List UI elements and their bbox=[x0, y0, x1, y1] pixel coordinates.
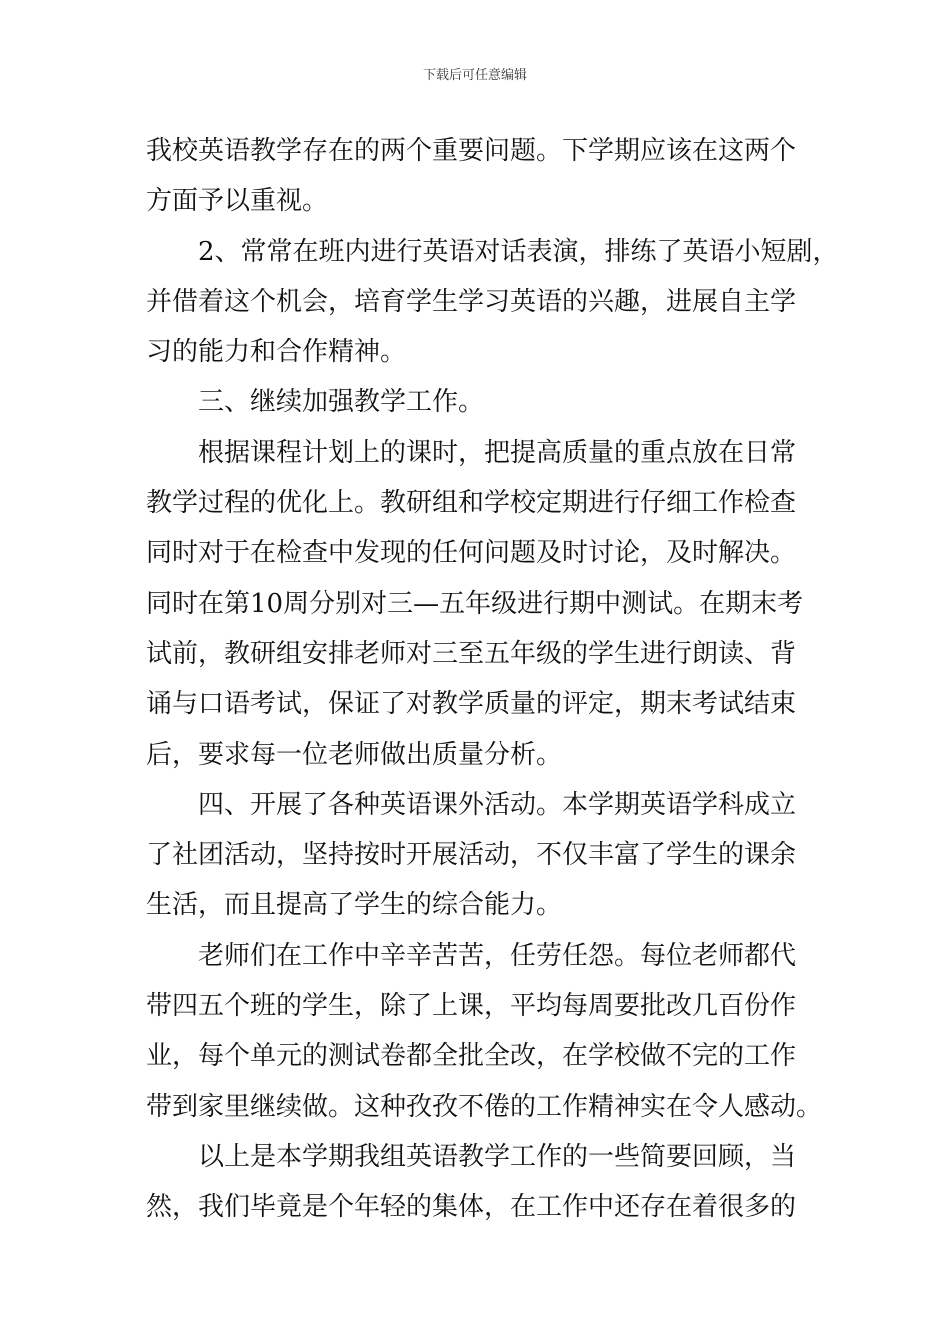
text-line: 我校英语教学存在的两个重要问题。下学期应该在这两个 bbox=[146, 136, 797, 166]
section-heading-line: 四、开展了各种英语课外活动。本学期英语学科成立 bbox=[198, 789, 797, 820]
text-line: 教学过程的优化上。教研组和学校定期进行仔细工作检查 bbox=[146, 488, 797, 519]
text-line: 方面予以重视。 bbox=[146, 186, 329, 217]
text-line: 同时在第10周分别对三—五年级进行期中测试。在期末考 bbox=[146, 588, 804, 619]
text-line: 试前，教研组安排老师对三至五年级的学生进行朗读、背 bbox=[146, 638, 797, 669]
text-line: 了社团活动，坚持按时开展活动，不仅丰富了学生的课余 bbox=[146, 840, 797, 871]
text-line: 诵与口语考试，保证了对教学质量的评定，期末考试结束 bbox=[146, 689, 797, 720]
text-line: 生活，而且提高了学生的综合能力。 bbox=[146, 890, 563, 921]
text-line: 习的能力和合作精神。 bbox=[146, 337, 407, 368]
text-line: 业，每个单元的测试卷都全批全改，在学校做不完的工作 bbox=[146, 1041, 797, 1072]
paragraph-start-line: 根据课程计划上的课时，把提高质量的重点放在日常 bbox=[198, 437, 797, 468]
paragraph-start-line: 以上是本学期我组英语教学工作的一些简要回顾，当 bbox=[198, 1141, 797, 1172]
text-line: 带四五个班的学生，除了上课，平均每周要批改几百份作 bbox=[146, 991, 797, 1022]
document-body bbox=[146, 126, 839, 1233]
text-line: 带到家里继续做。这种孜孜不倦的工作精神实在令人感动。 bbox=[146, 1091, 823, 1122]
text-line: 然，我们毕竟是个年轻的集体，在工作中还存在着很多的 bbox=[146, 1192, 797, 1223]
text-line: 并借着这个机会，培育学生学习英语的兴趣，进展自主学 bbox=[146, 286, 797, 317]
text-line: 后，要求每一位老师做出质量分析。 bbox=[146, 739, 563, 770]
page-header: 下载后可任意编辑 bbox=[422, 68, 527, 83]
section-heading-line: 三、继续加强教学工作。 bbox=[198, 387, 485, 418]
paragraph-start-line: 老师们在工作中辛辛苦苦，任劳任怨。每位老师都代 bbox=[198, 940, 797, 971]
paragraph-start-line: 2、常常在班内进行英语对话表演，排练了英语小短剧， bbox=[198, 236, 839, 267]
text-line: 同时对于在检查中发现的任何问题及时讨论，及时解决。 bbox=[146, 538, 797, 569]
